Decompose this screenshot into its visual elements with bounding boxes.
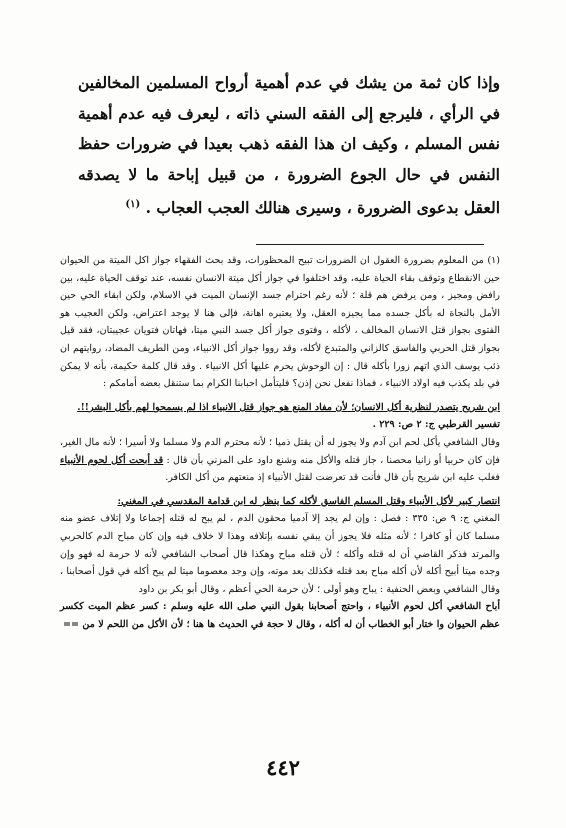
shafii-text-end: فغلب عليه ابن شريح بأن قال فأنت قد تعرضت لقتل الأنبياء إذ منعتهم من أكل الكافر. [165,472,500,484]
tafsir-reference: تفسير القرطبي ج: ٢ ص: ٢٢٩ . [372,419,500,431]
shafii-paragraph [60,434,500,487]
footnote-marker: (١) [125,199,141,210]
intisar-heading: انتصار كبير لأكل الأنبياء وقتل المسلم الفاسق لأكله كما ينظر له ابن قدامة المقدسي في المغني: [117,495,500,507]
ibn-sharih-lead: ابن شريح يتصدر لنظرية أكل الانسان؛ لأن مفاد المنع هو جواز قتل الانبياء اذا لم يسمحوا لهم بأكل البشر!!. [77,401,500,413]
footnotes-section [60,252,500,633]
mughni-paragraph-2: أباح الشافعي أكل لحوم الأنبياء ، واحتج أصحابنا بقول النبي صلى الله عليه وسلم : كسر عظم الميت ككسر عظم الحيوان وا ختار أبو الخطاب أن له أكله ، وقال لا حجة في الحديث ها هنا ؛ لأن الأكل من اللحم لا من == [60,601,500,630]
footnote-divider [256,244,484,245]
page-number: ٤٤٢ [266,755,300,780]
footnote-1: (١) من المعلوم بضرورة العقول ان الضرورات تبيح المحظورات، وقد بحث الفقهاء جواز اكل الميتة من الحيوان حين الانقطاع وتوقف بقاء الحياة عليه، وقد اختلفوا في جواز أكل ميتة الانسان نفسه، عند توقف الحياة عليه، بين رافض ومجيز ، ومن يرفض هم قلة ؛ لأنه رغم احترام جسد الإنسان الميت في الاسلام، ولكن ابقاء الحي حين الأمل بالنجاة له بأكل جسده مما يجيزه العقل، ولا يعتبره اهانة، فإلى هنا لا يوجد اعتراض، ولكن العجيب هو الفتوى بجواز قتل الانسان المخالف ، لأكله ، وفتوى جواز أكل جسد النبي ميتا، فهاتان فتويان عجيبتان، فقد قيل بجواز قتل الحربي والفاسق كالزاني والمتبدع لأكله، وقد رووا جواز أكل الانبياء، ومن الطريف المضاد، روايتهم ان ذئب يوسف الذي اتهم زورا بأكله قال : إن الوحوش يحرم عليها أكل الانبياء . وقد قال كلمة حكيمة، بأنه لا يمكن في بلد يكذب فيه اولاد الانبياء ، فماذا نفعل نحن إذن؟ فليتأمل احبابنا الكرام بما ستنقل بعضه أمامكم : [60,255,500,390]
mughni-paragraph-1: المغني ج: ٩ ص: ٣٣٥ : فصل : وإن لم يجد إلا آدميا محقون الدم ، لم يبح له قتله إجماعا ولا إتلاف عضو منه مسلما كان أو كافرا ؛ لأنه مثله فلا يجوز أن يبقي نفسه بإتلافه وهذا لا خلاف فيه وإن كان مباح الدم كالحربي والمرتد فذكر القاضي أن له قتله وأكله ؛ لأن قتله مباح وهكذا قال أصحاب الشافعي لأنه لا حرمة له فهو وإن وجده ميتا أبيح أكله لأن أكله مباح بعد قتله فكذلك بعد موته، وإن وجد معصوما ميتا لم يبح أكله في قول أصحابنا ، وقال الشافعي وبعض الحنفية : يباح وهو أولى ؛ لأن حرمة الحي أعظم ، وقال أبو بكر بن داود [60,513,500,595]
main-paragraph [78,68,500,224]
main-paragraph-text: وإذا كان ثمة من يشك في عدم أهمية أرواح المسلمين المخالفين في الرأي ، فليرجع إلى الفقه السني ذاته ، ليعرف فيه عدم أهمية نفس المسلم ، وكيف ان هذا الفقه ذهب بعيدا في ضرورات حفظ النفس في حال الجوع الضرورة ، من قبيل إباحة ما لا يصدقه العقل بدعوى الضرورة ، وسيرى هنالك العجب العجاب . [78,73,500,218]
shafii-underlined: قد أبحت أكل لحوم الأنبياء [60,454,164,466]
main-body-text [78,68,500,224]
shafii-text: وقال الشافعي يأكل لحم ابن آدم ولا يجوز له أن يقتل ذميا ؛ لأنه محترم الدم ولا مسلما ولا أسيرا ؛ لأنه مال الغير، فإن كان حربيا أو زانيا محصنا ، جاز قتله والأكل منه وشنع داود على المزني بأن قال : [60,436,500,466]
